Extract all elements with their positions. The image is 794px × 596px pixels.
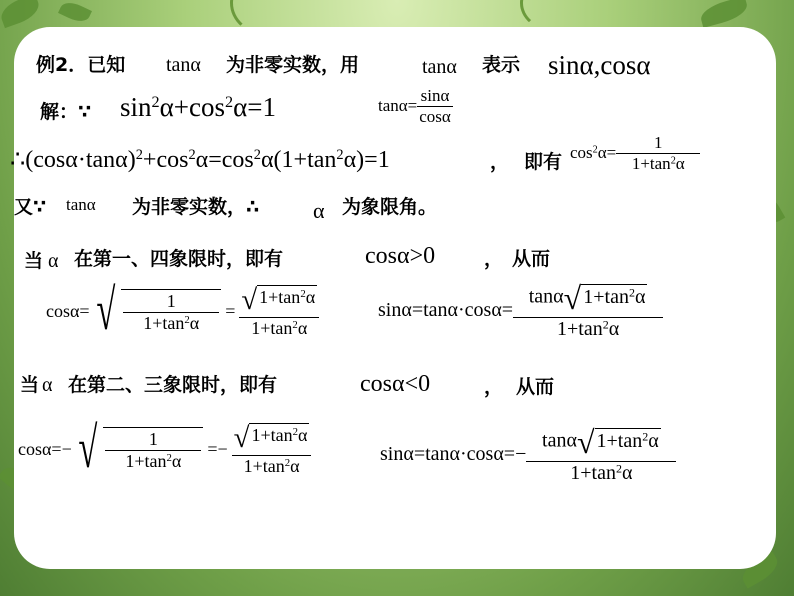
when-label: 当 [20, 374, 40, 396]
target-functions: sinα,cosα [548, 50, 651, 80]
therefore-text: 从而 [516, 376, 555, 398]
case2-cos-formula: cosα=− √ $\frac{1}{1+\tan^2\alpha}$ =− $\frac{√ 1+\tan^2\alpha}{1+\tan^2\alpha}$ [18, 422, 311, 477]
pythagorean-identity: $\sin^2\alpha+\cos^2\alpha=1$ [120, 92, 276, 122]
also-label: 又∵ [14, 196, 47, 218]
sin-fraction: $\frac{\tan\alpha√ 1+\tan^2\alpha}{1+\tan^2\alpha}$ [513, 280, 663, 341]
express-text: 表示 [482, 54, 521, 76]
nonzero-text: 为非零实数，用 [226, 54, 360, 76]
case2-sin-formula: sinα=tanα·cosα=− $\frac{\tan\alpha√ 1+\tan^2\alpha}{1+\tan^2\alpha}$ [380, 424, 676, 485]
tan-alpha: tanα [422, 56, 457, 78]
when-label: 当 [24, 250, 44, 272]
root-over-fraction: $\frac{√ 1+\tan^2\alpha}{1+\tan^2\alpha}$ [239, 284, 319, 339]
cos-squared-result: $\cos^2\alpha=$ $\frac{1}{1+\tan^2\alpha}$ [570, 133, 700, 173]
alpha-symbol: α [42, 374, 53, 396]
derivation-expression: $\therefore(\cos\alpha\cdot\tan\alpha)^2+\cos^2\alpha=\cos^2\alpha(1+\tan^2\alpha)=1$ [10, 147, 390, 173]
quadrant-angle-text: 为象限角。 [342, 196, 438, 218]
case1-sin-formula: sinα=tanα·cosα= $\frac{\tan\alpha√ 1+\tan^2\alpha}{1+\tan^2\alpha}$ [378, 280, 663, 341]
cos-positive-condition: cosα>0 [365, 243, 436, 269]
root-over-fraction: $\frac{√ 1+\tan^2\alpha}{1+\tan^2\alpha}$ [232, 422, 312, 477]
solution-label: 解：∵ [40, 101, 92, 123]
comma: ， [490, 151, 510, 173]
alpha-symbol: α [48, 250, 59, 272]
case1-cos-formula: cosα= √ $\frac{1}{1+\tan^2\alpha}$ = $\frac{√ 1+\tan^2\alpha}{1+\tan^2\alpha}$ [46, 284, 319, 339]
nonzero-therefore: 为非零实数，∴ [132, 196, 260, 218]
hence-text: 即有 [524, 151, 563, 173]
tan-alpha: tanα [166, 54, 201, 76]
therefore-text: 从而 [512, 248, 551, 270]
quadrant-text: 在第一、四象限时，即有 [74, 248, 284, 270]
sin-fraction: $\frac{\tan\alpha√ 1+\tan^2\alpha}{1+\tan^2\alpha}$ [526, 424, 676, 485]
alpha-symbol: α [313, 198, 325, 223]
tan-fraction: $\frac{\sin\alpha}{\cos\alpha}$ [419, 86, 451, 126]
tan-alpha: tanα [66, 195, 96, 214]
cos-negative-condition: cosα<0 [360, 371, 431, 397]
tan-definition: tanα= $\frac{\sin\alpha}{\cos\alpha}$ [378, 86, 451, 126]
example-label: 例2．已知 [36, 54, 126, 76]
radical-fraction: $\frac{1}{1+\tan^2\alpha}$ [103, 427, 203, 471]
quadrant-text: 在第二、三象限时，即有 [68, 374, 278, 396]
comma: ， [484, 248, 504, 270]
radical-fraction: $\frac{1}{1+\tan^2\alpha}$ [121, 289, 221, 333]
comma: ， [484, 376, 504, 398]
cos-squared-fraction: $\frac{1}{1+\tan^2\alpha}$ [616, 133, 700, 173]
